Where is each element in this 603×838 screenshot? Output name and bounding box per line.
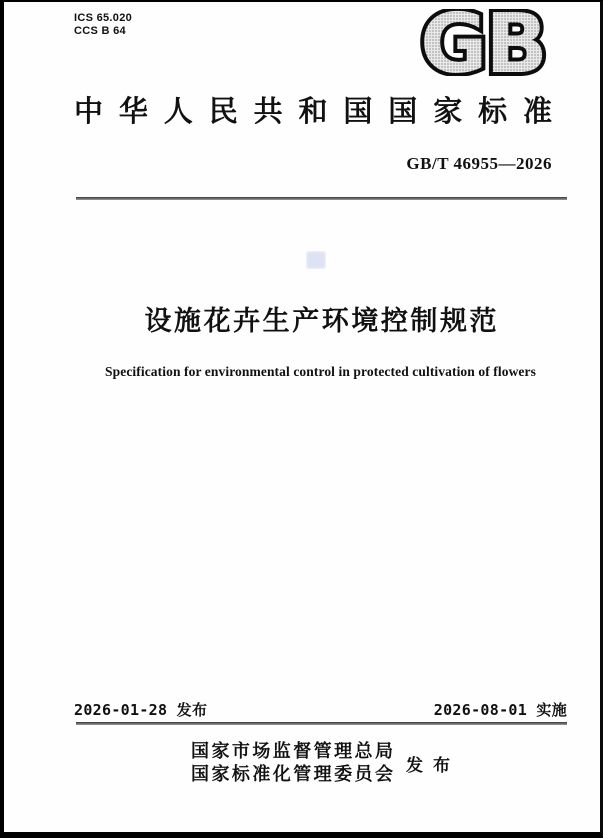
standard-number: GB/T 46955—2026 xyxy=(406,154,552,173)
issuer-block xyxy=(74,740,567,786)
date-row xyxy=(74,699,567,720)
national-standard-heading: 中华人民共和国国家标准 xyxy=(74,96,552,128)
gb-standard-logo-icon xyxy=(417,9,549,76)
footer-divider xyxy=(76,722,567,725)
document-title-zh-wrap xyxy=(74,305,567,337)
issuer-agencies xyxy=(191,740,393,786)
document-title-zh: 设施花卉生产环境控制规范 xyxy=(144,306,497,336)
issuer-agency-2: 国家标准化管理委员会 xyxy=(191,764,393,784)
watermark-stamp xyxy=(306,251,326,269)
document-title-en: Specification for environmental control in protected cultivation of flowers xyxy=(105,364,536,379)
ccs-code: CCS B 64 xyxy=(74,25,126,37)
classification-codes xyxy=(74,12,132,38)
issuer-agency-1: 国家市场监督管理总局 xyxy=(191,741,393,761)
ics-code: ICS 65.020 xyxy=(74,12,133,24)
page-content xyxy=(74,2,567,832)
issue-date: 2026-01-28 发布 xyxy=(74,701,208,719)
gb-logo-text: GB xyxy=(420,9,546,76)
publish-label: 发布 xyxy=(406,755,450,775)
implementation-date: 2026-08-01 实施 xyxy=(433,701,567,719)
header-divider xyxy=(76,197,567,200)
